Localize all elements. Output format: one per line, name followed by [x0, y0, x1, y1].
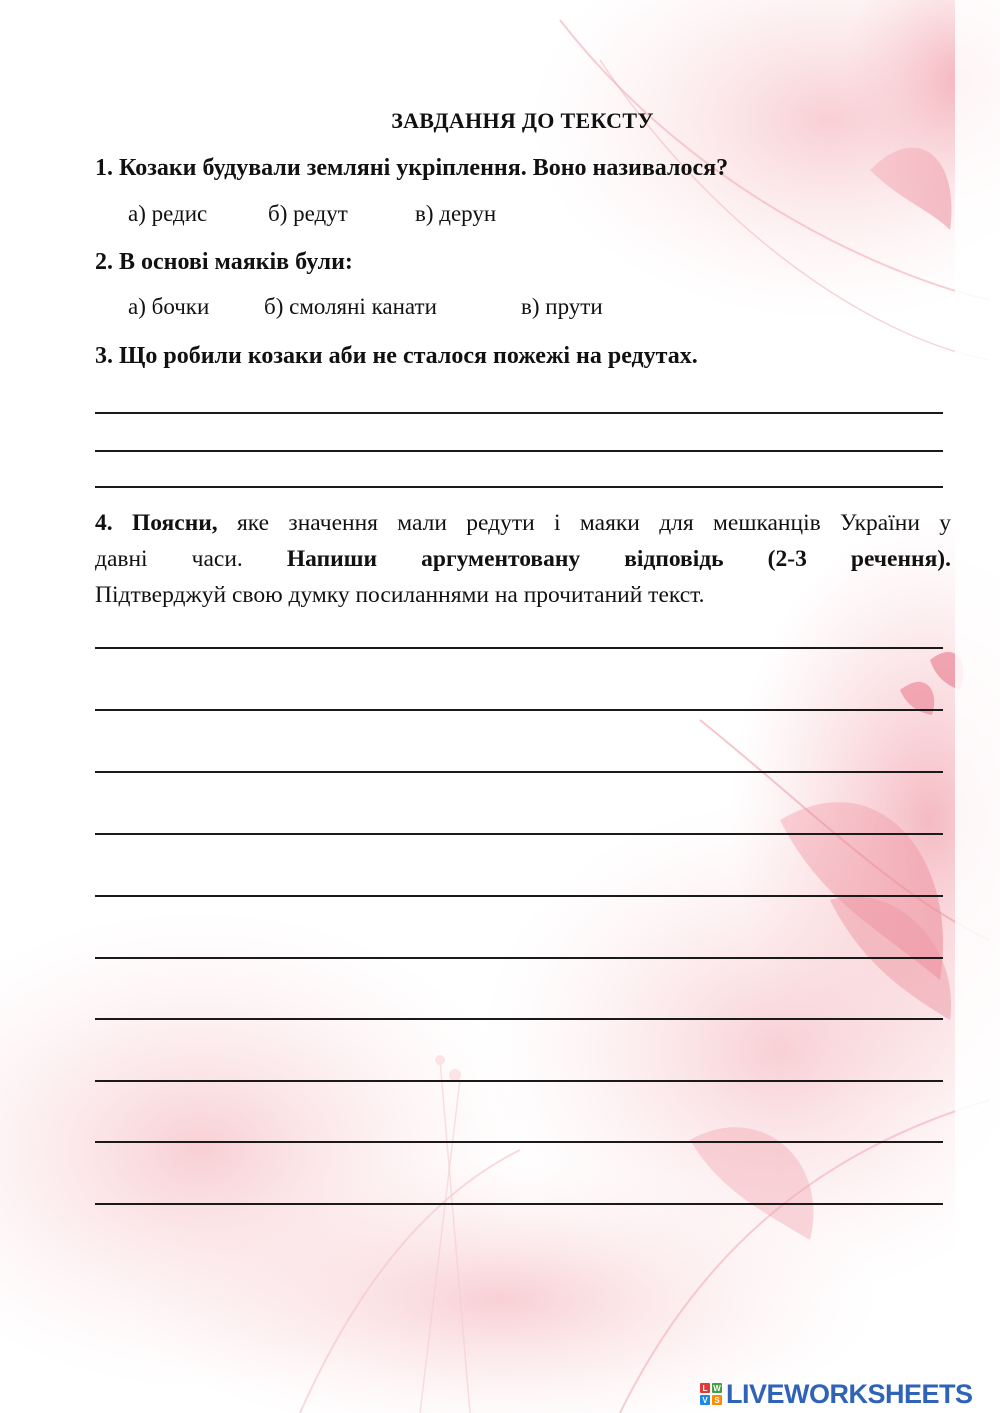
question-4-line-3: Підтверджуй свою думку посиланнями на прочитаний текст. [95, 582, 705, 608]
liveworksheets-logo[interactable] [700, 1376, 973, 1412]
question-1-option-c[interactable]: в) дерун [415, 201, 497, 226]
worksheet-title: ЗАВДАННЯ ДО ТЕКСТУ [391, 108, 654, 133]
question-4-line-2: давні часи. Напиши аргументовану відповідь (2-3 речення). [95, 546, 951, 572]
question-1-option-b[interactable]: б) редут [268, 201, 348, 226]
question-1: 1. Козаки будували земляні укріплення. Воно називалося? [95, 155, 729, 181]
answer-line[interactable] [95, 833, 943, 835]
question-3: 3. Що робили козаки аби не сталося пожежі на редутах. [95, 343, 698, 369]
question-4 [95, 505, 951, 613]
question-1-option-a[interactable]: а) редис [128, 201, 208, 226]
answer-line[interactable] [95, 771, 943, 773]
answer-line[interactable] [95, 450, 943, 452]
answer-line[interactable] [95, 1141, 943, 1143]
question-4-instruction: Напиши аргументовану відповідь (2-3 речення). [286, 546, 951, 572]
answer-line[interactable] [95, 647, 943, 649]
answer-line[interactable] [95, 1080, 943, 1082]
answer-line[interactable] [95, 709, 943, 711]
question-4-lead: 4. Поясни, [95, 510, 218, 536]
question-2-option-a[interactable]: а) бочки [128, 294, 210, 319]
answer-line[interactable] [95, 895, 943, 897]
question-4-line-1: 4. Поясни, яке значення мали редути і маяки для мешканців України у [95, 510, 951, 536]
answer-line[interactable] [95, 1203, 943, 1205]
answer-line[interactable] [95, 412, 943, 414]
answer-line[interactable] [95, 486, 943, 488]
answer-line[interactable] [95, 957, 943, 959]
question-2-option-c[interactable]: в) прути [521, 294, 603, 319]
liveworksheets-logo-icon: L W V S [700, 1383, 722, 1405]
liveworksheets-brand-text: LIVEWORKSHEETS [726, 1378, 973, 1409]
question-2-option-b[interactable]: б) смоляні канати [264, 294, 437, 319]
answer-line[interactable] [95, 1018, 943, 1020]
question-2: 2. В основі маяків були: [95, 249, 353, 275]
